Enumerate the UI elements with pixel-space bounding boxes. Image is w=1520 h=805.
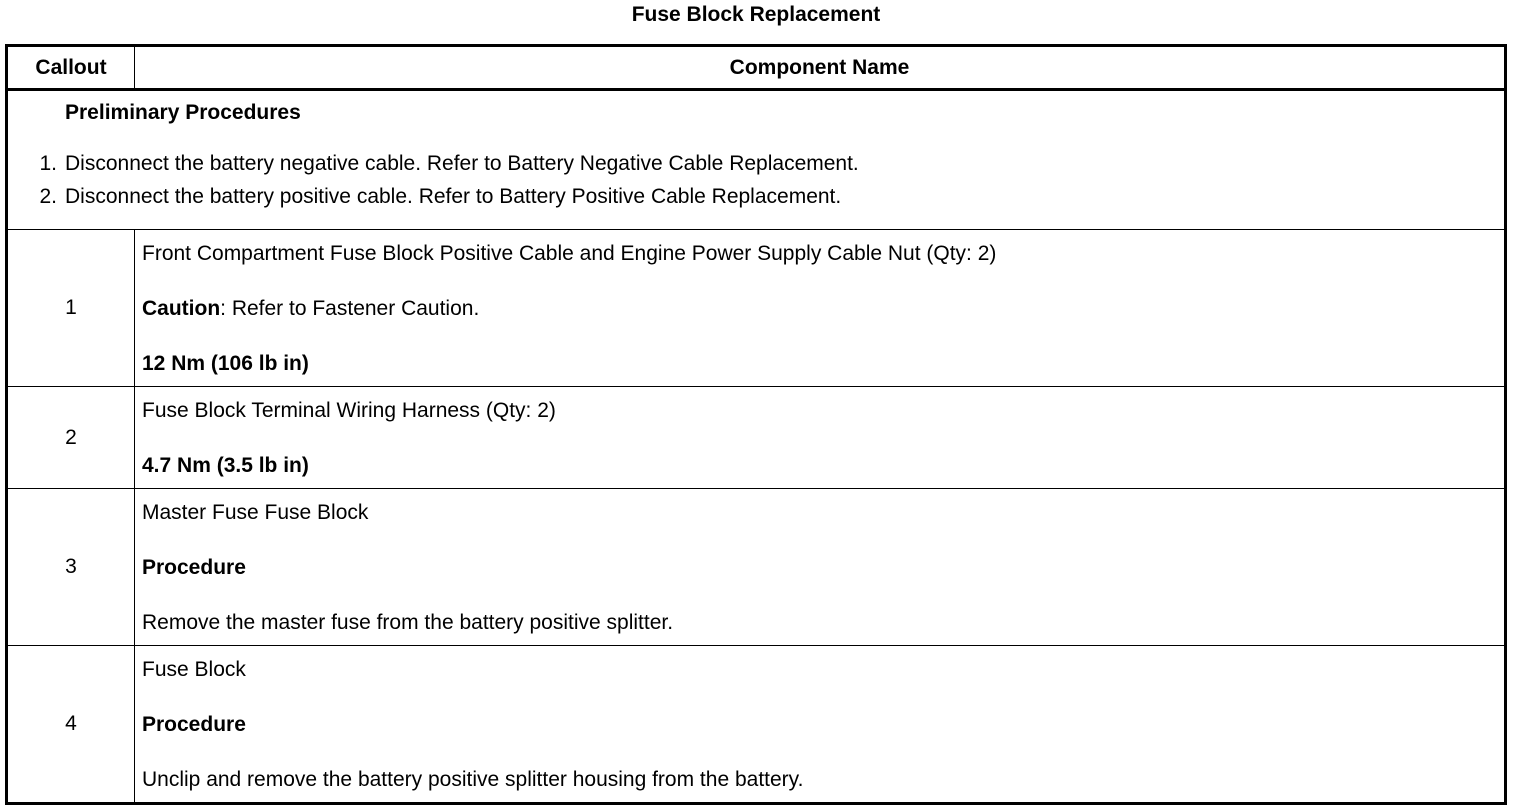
preliminary-procedures-row (7, 90, 1506, 230)
table-row (7, 646, 1506, 804)
preliminary-procedures-cell (7, 90, 1506, 230)
torque-spec: 12 Nm (106 lb in) (142, 352, 309, 375)
step-text: Disconnect the battery negative cable. Refer to Battery Negative Cable Replacement. (65, 152, 859, 175)
table-row (7, 387, 1506, 489)
procedure-text: Remove the master fuse from the battery positive splitter. (142, 611, 674, 634)
torque-spec: 4.7 Nm (3.5 lb in) (142, 454, 309, 477)
procedure-label: Procedure (142, 713, 246, 736)
table-header-row (7, 46, 1506, 90)
preliminary-step (8, 147, 1504, 180)
caution-line (142, 293, 1504, 325)
step-number: 2. (39, 185, 57, 208)
component-name-column-header: Component Name (135, 46, 1506, 90)
procedure-text: Unclip and remove the battery positive splitter housing from the battery. (142, 768, 804, 791)
step-number: 1. (39, 152, 57, 175)
component-cell (135, 646, 1506, 804)
caution-label: Caution (142, 297, 221, 320)
component-table (5, 44, 1507, 805)
component-cell (135, 387, 1506, 489)
callout-number: 2 (7, 387, 135, 489)
component-name: Master Fuse Fuse Block (142, 501, 369, 524)
callout-number: 3 (7, 489, 135, 646)
step-text: Disconnect the battery positive cable. Refer to Battery Positive Cable Replacement. (65, 185, 842, 208)
component-cell (135, 230, 1506, 387)
table-row (7, 230, 1506, 387)
preliminary-steps-list (8, 147, 1504, 213)
callout-number: 4 (7, 646, 135, 804)
preliminary-procedures-heading: Preliminary Procedures (65, 101, 301, 124)
procedure-label: Procedure (142, 556, 246, 579)
callout-number: 1 (7, 230, 135, 387)
page-title: Fuse Block Replacement (631, 3, 881, 26)
callout-column-header: Callout (7, 46, 135, 90)
component-name: Fuse Block (142, 658, 246, 681)
preliminary-step (8, 180, 1504, 213)
table-row (7, 489, 1506, 646)
component-name: Fuse Block Terminal Wiring Harness (Qty: 2) (142, 399, 556, 422)
caution-text: : Refer to Fastener Caution. (220, 297, 480, 320)
component-name: Front Compartment Fuse Block Positive Cable and Engine Power Supply Cable Nut (Qty: 2) (142, 242, 997, 265)
component-cell (135, 489, 1506, 646)
